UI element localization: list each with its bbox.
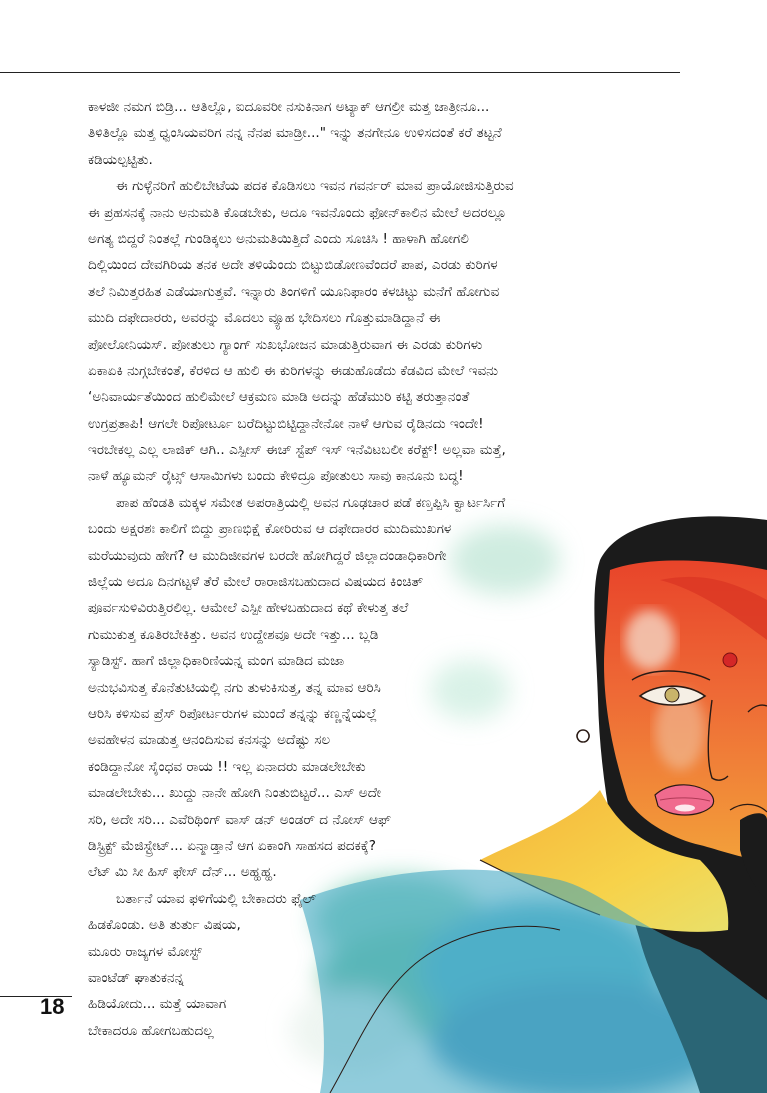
text-line: ಪೋಲೋನಿಯಸ್. ಪೋತುಲು ಗ್ಯಾಂಗ್ ಸುಖಭೋಜನ ಮಾಡುತ್ತಿರುವಾಗ ಈ ಎರಡು ಕುರಿಗಳು xyxy=(88,336,483,353)
text-line: ‘ಅನಿವಾರ್ಯತೆಯಿಂದ ಹುಲಿಮೇಲೆ ಆಕ್ರಮಣ ಮಾಡಿ ಅದನ್ನು ಹೆಡೆಮುರಿ ಕಟ್ಟಿ ತರುತ್ತಾನಂತೆ xyxy=(88,389,470,406)
text-line: ಅಗತ್ಯ ಬಿದ್ದರೆ ನಿಂತಲ್ಲೆ ಗುಂಡಿಕ್ಕಲು ಅನುಮತಿಯಿತ್ತಿದೆ ಎಂದು ಸೂಚಿಸಿ ! ಹಾಳಾಗಿ ಹೋಗಲಿ xyxy=(88,230,469,247)
text-line: ಕಂಡಿದ್ದಾನೋ ಸೈಂಧವ ರಾಯ !! ಇಲ್ಲ ಏನಾದರು ಮಾಡಲೇಬೇಕು xyxy=(88,758,366,775)
text-line: ತಲೆ ನಿಮಿತ್ತರಹಿತ ಎಡೆಯಾಗುತ್ತವೆ. ಇನ್ನಾರು ತಿಂಗಳಿಗೆ ಯೂನಿಫಾರಂ ಕಳಚಿಟ್ಟು ಮನೆಗೆ ಹೋಗುವ xyxy=(88,283,500,300)
text-line: ತಿಳಿತಿಲ್ಲೊ ಮತ್ತ ಧ್ವಂಸಿಯವರಿಗ ನನ್ನ ನೆನಪ ಮಾಡ್ರೀ..." ಇನ್ನು ತನಗೇನೂ ಉಳಿಸದಂತೆ ಕರೆ ತಟ್ಟನೆ xyxy=(88,125,502,142)
text-line: ಹಿಡಕೊಂಡು. ಅತಿ ತುರ್ತು ವಿಷಯ, xyxy=(88,917,241,934)
text-line: ಡಿಸ್ಟ್ರಿಕ್ಟ್ ಮೆಜಿಸ್ಟ್ರೇಟ್... ಏನ್ಮಾಡ್ತಾನೆ ಆಗ ಏಕಾಂಗಿ ಸಾಹಸದ ಪದಕಕ್ಕೆ? xyxy=(88,837,376,854)
text-line: ನಾಳೆ ಹ್ಯೂಮನ್ ರೈಟ್ಸ್ ಆಸಾಮಿಗಳು ಬಂದು ಕೇಳಿದ್ರೂ ಪೋತುಲು ಸಾವು ಕಾನೂನು ಬದ್ಧ! xyxy=(88,468,464,485)
text-line: ಮರೆಯುವುದು ಹೇಗೆ? ಆ ಮುದಿಜೀವಗಳ ಬರದೇ ಹೋಗಿದ್ದರೆ ಜಿಲ್ಲಾದಂಡಾಧಿಕಾರಿಗೇ xyxy=(88,547,447,564)
text-line: ಗುಮುಕುತ್ತ ಕೂತಿರಬೇಕಿತ್ತು. ಅವನ ಉದ್ದೇಶವೂ ಅದೇ ಇತ್ತು... ಬ್ಲಡಿ xyxy=(88,626,379,643)
text-line: ಏಕಾಏಕಿ ನುಗ್ಗಬೇಕಂತೆ, ಕೆರಳಿದ ಆ ಹುಲಿ ಈ ಕುರಿಗಳನ್ನು ಈಡುಹೊಡೆದು ಕೆಡವಿದ ಮೇಲೆ ಇವನು xyxy=(88,362,499,379)
text-line: ಜಿಲ್ಲೆಯ ಅದೂ ದಿನಗಟ್ಟಳೆ ತೆರೆ ಮೇಲೆ ರಾರಾಜಿಸಬಹುದಾದ ವಿಷಯದ ಕಿಂಚಿತ್ xyxy=(88,574,424,591)
text-line: ಇರಬೇಕಲ್ಲ ಎಲ್ಲ ಲಾಜಿಕ್ ಆಗಿ.. ಎಸ್ಪೀಸ್ ಈಚ್ ಸ್ಟೆಪ್ ಇಸ್ ಇನೆವಿಟಬಲೀ ಕರೆಕ್ಟ್! ಅಲ್ಲವಾ ಮತ್ತೆ, xyxy=(88,442,506,459)
text-line: ವಾಂಟೆಡ್ ಘಾತುಕನನ್ನ xyxy=(88,969,184,986)
text-line: ಲೆಟ್ ಮಿ ಸೀ ಹಿಸ್ ಫೇಸ್ ದೆನ್... ಅಹ್ಹಹ್ಹ. xyxy=(88,864,277,881)
body-text xyxy=(88,94,680,1044)
text-line: ಈ ಗುಳ್ಳೆನರಿಗೆ ಹುಲಿಬೇಟೆಯ ಪದಕ ಕೊಡಿಸಲು ಇವನ ಗವರ್ನರ್ ಮಾವ ಪ್ರಾಯೋಜಿಸುತ್ತಿರುವ xyxy=(116,178,514,195)
text-line: ಅವಹೇಳನ ಮಾಡುತ್ತ ಆನಂದಿಸುವ ಕನಸನ್ನು ಅದೆಷ್ಟು ಸಲ xyxy=(88,732,331,749)
text-line: ಈ ಪ್ರಹಸನಕ್ಕೆ ನಾನು ಅನುಮತಿ ಕೊಡಬೇಕು, ಅದೂ ಇವನೊಂದು ಫೋನ್‌ಕಾಲಿನ ಮೇಲೆ ಅದರಲ್ಲೂ xyxy=(88,204,507,221)
text-line: ದಿಲ್ಲಿಯಿಂದ ದೇವಗಿರಿಯ ತನಕ ಅದೇ ತಳಿಯೆಂದು ಬಿಟ್ಟುಬಿಡೋಣವೆಂದರೆ ಪಾಪ, ಎರಡು ಕುರಿಗಳ xyxy=(88,257,498,274)
text-line: ಬಂದು ಅಕ್ಷರಶಃ ಕಾಲಿಗೆ ಬಿದ್ದು ಪ್ರಾಣಭಿಕ್ಷೆ ಕೋರಿರುವ ಆ ದಫೇದಾರರ ಮುದಿಮುಖಗಳ xyxy=(88,521,452,538)
text-line: ಪಾಪ ಹೆಂಡತಿ ಮಕ್ಕಳ ಸಮೇತ ಅಪರಾತ್ರಿಯಲ್ಲಿ ಅವನ ಗೂಢಚಾರ ಪಡೆ ಕಣ್ತಪ್ಪಿಸಿ ಕ್ವಾರ್ಟರ್ಸಿಗೆ xyxy=(116,494,506,511)
text-line: ಕಡಿಯಲ್ಪಟ್ಟಿತು. xyxy=(88,151,153,168)
page-number: 18 xyxy=(40,994,65,1019)
bindi-dot xyxy=(723,653,737,667)
text-line: ಆರಿಸಿ ಕಳಿಸುವ ಪ್ರೆಸ್ ರಿಪೋರ್ಟರುಗಳ ಮುಂದೆ ತನ್ನನ್ನು ಕಣ್ಣನ್ನೆಯಲ್ಲೆ xyxy=(88,705,378,722)
text-line: ಬೇಕಾದರೂ ಹೋಗಬಹುದಲ್ಲ xyxy=(88,1022,214,1039)
text-line: ಪೂರ್ವಸುಳಿವಿರುತ್ತಿರಲಿಲ್ಲ. ಆಮೇಲೆ ಎಸ್ಪೀ ಹೇಳಬಹುದಾದ ಕಥೆ ಕೇಳುತ್ತ ತಲೆ xyxy=(88,600,409,617)
text-line: ಉಗ್ರಪ್ರತಾಪಿ! ಆಗಲೇ ರಿಪೋರ್ಟೂ ಬರೆದಿಟ್ಟುಬಿಟ್ಟಿದ್ದಾನೇನೋ ನಾಳೆ ಆಗುವ ರೈಡಿನದು ಇಂದೇ! xyxy=(88,415,484,432)
text-line: ಅನುಭವಿಸುತ್ತ ಕೊನೆತುಟಿಯಲ್ಲಿ ನಗು ತುಳುಕಿಸುತ್ತ, ತನ್ನ ಮಾವ ಆರಿಸಿ xyxy=(88,679,381,696)
text-line: ಸ್ಯಾಡಿಸ್ಟ್. ಹಾಗೆ ಜಿಲ್ಲಾಧಿಕಾರಿಣಿಯನ್ನ ಮಂಗ ಮಾಡಿದ ಮಜಾ xyxy=(88,653,345,670)
text-line: ಮಾಡಲೇಬೇಕು... ಖುದ್ದು ನಾನೇ ಹೋಗಿ ನಿಂತುಬಿಟ್ಟರೆ... ಎಸ್ ಅದೇ xyxy=(88,785,381,802)
top-rule xyxy=(0,72,680,73)
text-line: ಕಾಳಜೀ ನಮಗ ಬಿಡ್ರಿ... ಆತಿಲ್ಲೊ, ಐದೂವರೀ ನಸುಕಿನಾಗ ಅಟ್ಯಾಕ್ ಆಗಲ್ರೀ ಮತ್ತ ಜಾತ್ರೀನೂ... xyxy=(88,99,490,115)
text-line: ಸರಿ, ಅದೇ ಸರಿ... ಎವೆರಿಥಿಂಗ್ ವಾಸ್ ಡನ್ ಅಂಡರ್ ದ ನೋಸ್ ಆಫ್ xyxy=(88,811,392,828)
text-line: ಮುದಿ ದಫೇದಾರರು, ಅವರನ್ನು ಮೊದಲು ವ್ಯೂಹ ಭೇದಿಸಲು ಗೊತ್ತುಮಾಡಿದ್ದಾನೆ ಈ xyxy=(88,310,441,327)
text-line: ಬರ್ತಾನೆ ಯಾವ ಫಳಿಗೆಯಲ್ಲಿ ಬೇಕಾದರು ಫೈಲ್ xyxy=(116,890,316,907)
text-line: ಹಿಡಿಯೋದು... ಮತ್ತೆ ಯಾವಾಗ xyxy=(88,996,227,1013)
text-line: ಮೂರು ರಾಜ್ಯಗಳ ಮೋಸ್ಟ್ xyxy=(88,943,202,960)
